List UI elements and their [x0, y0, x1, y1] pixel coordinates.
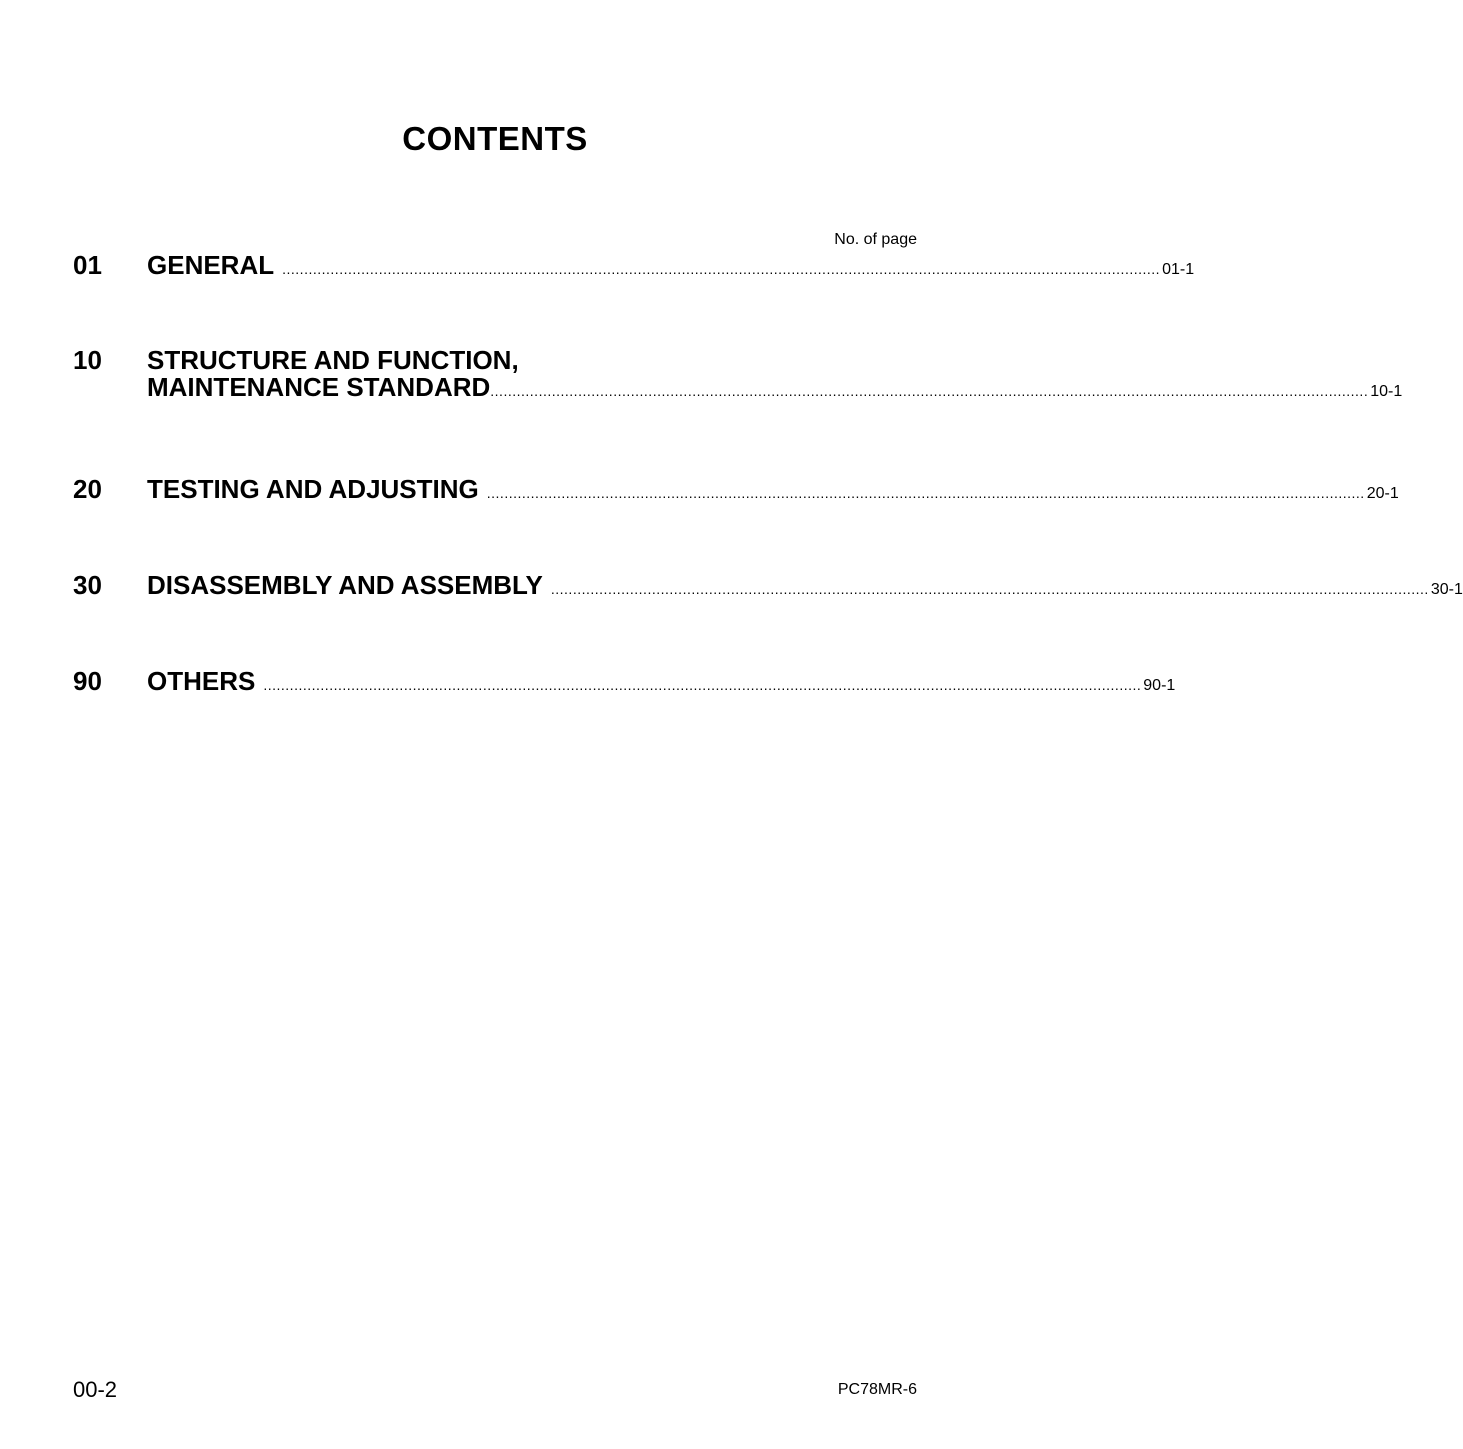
page-column-header: No. of page: [834, 231, 917, 248]
toc-entry-title: GENERAL: [147, 250, 275, 280]
toc-leader-dots: ........................................................................................................................................................................................................: [486, 485, 1365, 501]
toc-entry-title: TESTING AND ADJUSTING: [147, 474, 479, 504]
toc-entry-number: 90: [73, 666, 102, 696]
toc-entry-page: 20-1: [1366, 485, 1399, 502]
toc-entry-number: 01: [73, 250, 102, 280]
toc-leader-dots: ........................................................................................................................................................................................................: [550, 581, 1429, 597]
toc-entry-number: 20: [73, 474, 102, 504]
toc-entry-page: 10-1: [1370, 383, 1403, 400]
footer-model: PC78MR-6: [837, 1381, 917, 1398]
toc-entry-title: OTHERS: [147, 666, 256, 696]
page-title: CONTENTS: [402, 120, 588, 157]
toc-entry-title-line1: STRUCTURE AND FUNCTION,: [147, 345, 519, 375]
toc-entry-number: 10: [73, 345, 102, 375]
toc-entry-page: 01-1: [1162, 261, 1195, 278]
toc-leader-dots: ........................................................................................................................................................................................................: [490, 383, 1369, 399]
toc-entry-title-line2: MAINTENANCE STANDARD: [147, 372, 491, 402]
toc-entry-title: DISASSEMBLY AND ASSEMBLY: [147, 570, 543, 600]
footer-page-number: 00-2: [73, 1377, 118, 1402]
toc-entry-page: 30-1: [1430, 581, 1463, 598]
toc-leader-dots: ........................................................................................................................................................................................................: [282, 261, 1161, 277]
toc-entry-number: 30: [73, 570, 102, 600]
toc-leader-dots: ........................................................................................................................................................................................................: [263, 677, 1142, 693]
toc-entry-page: 90-1: [1143, 677, 1176, 694]
